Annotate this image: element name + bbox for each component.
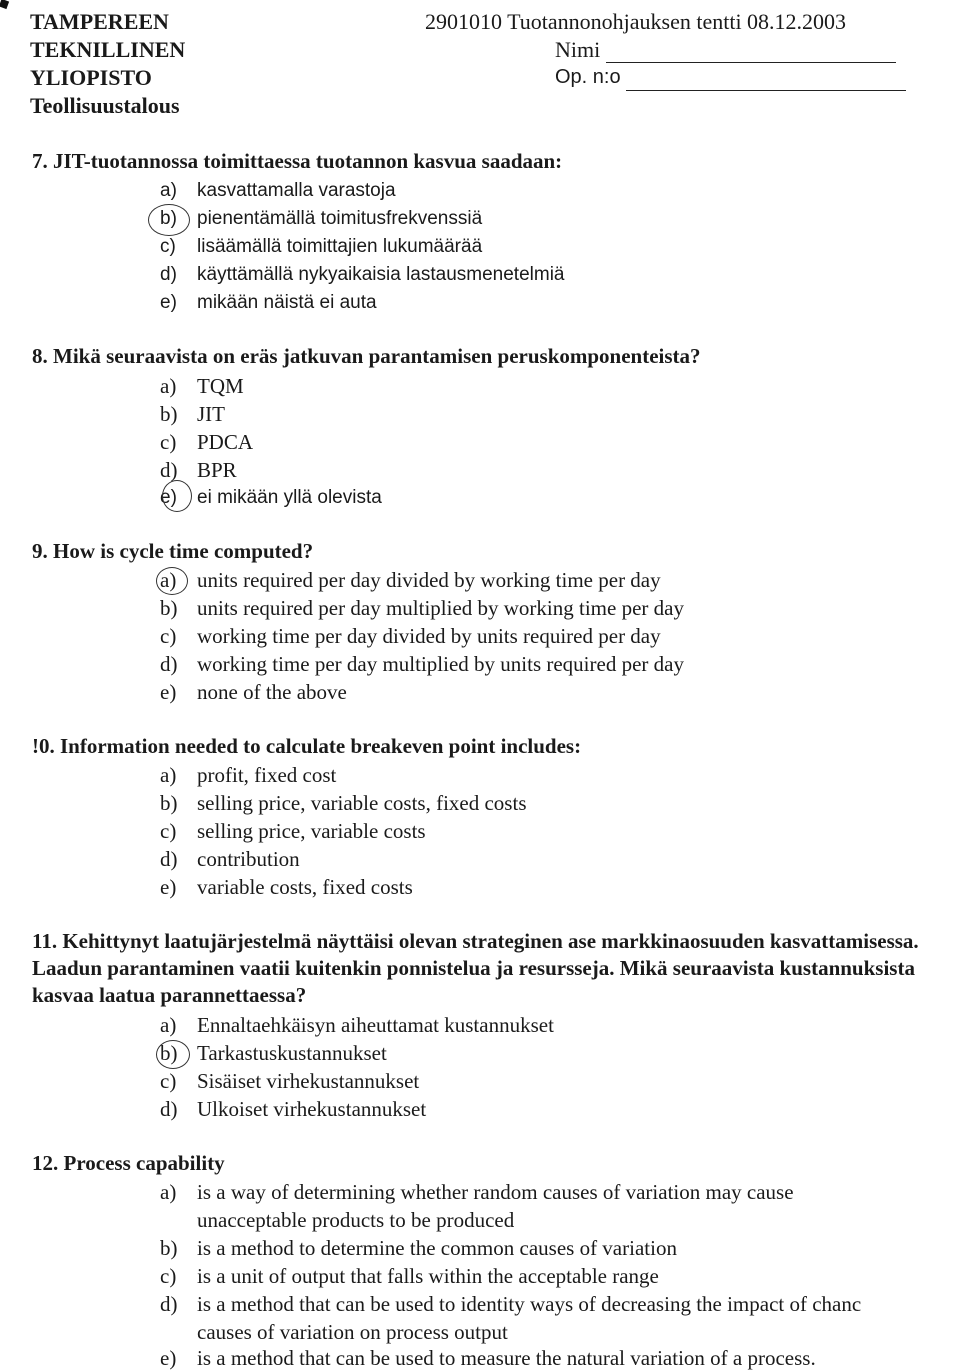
question-8: 8. Mikä seuraavista on eräs jatkuvan parantamisen peruskomponenteista? bbox=[32, 344, 701, 368]
option-letter: b) bbox=[160, 208, 177, 229]
answer-option[interactable] bbox=[160, 289, 377, 317]
answer-option[interactable] bbox=[160, 177, 396, 205]
option-letter: c) bbox=[160, 430, 177, 454]
answer-option[interactable] bbox=[160, 1234, 677, 1262]
answer-option-continuation bbox=[160, 1206, 514, 1234]
handwritten-circle-mark bbox=[162, 480, 192, 512]
option-letter: e) bbox=[160, 487, 177, 508]
name-row bbox=[425, 36, 906, 64]
option-text: causes of variation on process output bbox=[197, 1320, 508, 1344]
question-12: 12. Process capability bbox=[32, 1151, 225, 1175]
answer-option[interactable] bbox=[160, 1344, 816, 1372]
option-letter: d) bbox=[160, 652, 178, 676]
option-letter: b) bbox=[160, 596, 178, 620]
handwritten-circle-mark bbox=[156, 1040, 190, 1069]
option-text: ei mikään yllä olevista bbox=[197, 487, 382, 508]
option-text: working time per day multiplied by units required per day bbox=[197, 652, 684, 676]
option-letter: a) bbox=[160, 374, 177, 398]
option-letter: d) bbox=[160, 1097, 178, 1121]
option-letter: a) bbox=[160, 180, 177, 201]
option-letter: a) bbox=[160, 1013, 177, 1037]
answer-option[interactable] bbox=[160, 1039, 387, 1067]
option-text: variable costs, fixed costs bbox=[197, 875, 413, 899]
answer-option[interactable] bbox=[160, 873, 413, 901]
option-letter: e) bbox=[160, 292, 177, 313]
answer-option[interactable] bbox=[160, 1178, 794, 1206]
option-text: units required per day divided by working time per day bbox=[197, 568, 661, 592]
option-letter: c) bbox=[160, 1069, 177, 1093]
option-letter: d) bbox=[160, 847, 178, 871]
option-letter: d) bbox=[160, 1292, 178, 1316]
option-letter: e) bbox=[160, 680, 177, 704]
answer-option[interactable] bbox=[160, 1011, 554, 1039]
option-text: Tarkastuskustannukset bbox=[197, 1041, 387, 1065]
answer-option[interactable] bbox=[160, 233, 482, 261]
name-field[interactable] bbox=[606, 40, 896, 63]
answer-option[interactable] bbox=[160, 1067, 419, 1095]
option-text: working time per day divided by units required per day bbox=[197, 624, 661, 648]
institution-line: TEKNILLINEN bbox=[30, 37, 186, 62]
option-text: kasvattamalla varastoja bbox=[197, 180, 396, 201]
option-letter: c) bbox=[160, 236, 176, 257]
option-text: TQM bbox=[197, 374, 244, 398]
option-letter: c) bbox=[160, 1264, 177, 1288]
option-letter: e) bbox=[160, 875, 177, 899]
option-text: JIT bbox=[197, 402, 225, 426]
option-letter: e) bbox=[160, 1346, 177, 1370]
option-text: mikään näistä ei auta bbox=[197, 292, 377, 313]
option-letter: a) bbox=[160, 763, 177, 787]
option-text: BPR bbox=[197, 458, 237, 482]
option-text: selling price, variable costs, fixed costs bbox=[197, 791, 527, 815]
option-letter: b) bbox=[160, 1041, 178, 1065]
student-number-field[interactable] bbox=[626, 70, 906, 91]
question-7: 7. JIT-tuotannossa toimittaessa tuotannon kasvua saadaan: bbox=[32, 149, 563, 173]
option-text: selling price, variable costs bbox=[197, 819, 426, 843]
question-9: 9. How is cycle time computed? bbox=[32, 539, 314, 563]
institution-line: YLIOPISTO bbox=[30, 65, 152, 90]
option-letter: b) bbox=[160, 402, 178, 426]
department-line: Teollisuustalous bbox=[30, 93, 180, 118]
option-text: unacceptable products to be produced bbox=[197, 1208, 515, 1232]
answer-option-continuation bbox=[160, 1318, 508, 1346]
option-letter: b) bbox=[160, 791, 178, 815]
option-letter: c) bbox=[160, 819, 177, 843]
student-number-row bbox=[425, 64, 906, 92]
option-text: käyttämällä nykyaikaisia lastausmenetelmiä bbox=[197, 264, 565, 285]
answer-option[interactable] bbox=[160, 1262, 659, 1290]
answer-option[interactable] bbox=[160, 205, 482, 233]
handwritten-circle-mark bbox=[156, 567, 188, 595]
option-text: Sisäiset virhekustannukset bbox=[197, 1069, 420, 1093]
option-text: Ennaltaehkäisyn aiheuttamat kustannukset bbox=[197, 1013, 554, 1037]
answer-option[interactable] bbox=[160, 622, 661, 650]
answer-option[interactable] bbox=[160, 761, 336, 789]
answer-option[interactable] bbox=[160, 372, 244, 400]
option-letter: a) bbox=[160, 1180, 177, 1204]
option-letter: d) bbox=[160, 458, 178, 482]
scan-corner-mark bbox=[0, 0, 9, 9]
answer-option[interactable] bbox=[160, 428, 253, 456]
student-number-label: Op. n:o bbox=[555, 66, 621, 88]
answer-option[interactable] bbox=[160, 484, 382, 512]
option-text: profit, fixed cost bbox=[197, 763, 337, 787]
option-text: lisäämällä toimittajien lukumäärää bbox=[197, 236, 483, 257]
answer-option[interactable] bbox=[160, 817, 426, 845]
option-text: PDCA bbox=[197, 430, 254, 454]
handwritten-circle-mark bbox=[148, 204, 190, 236]
answer-option[interactable] bbox=[160, 650, 684, 678]
name-label: Nimi bbox=[555, 37, 601, 62]
option-text: is a method to determine the common causes of variation bbox=[197, 1236, 677, 1260]
option-text: none of the above bbox=[197, 680, 347, 704]
option-letter: d) bbox=[160, 264, 177, 285]
exam-header bbox=[425, 8, 906, 92]
answer-option[interactable] bbox=[160, 594, 684, 622]
institution-block bbox=[30, 8, 185, 120]
option-text: contribution bbox=[197, 847, 300, 871]
exam-title: 2901010 Tuotannonohjauksen tentti 08.12.2003 bbox=[425, 9, 847, 34]
answer-option[interactable] bbox=[160, 1095, 426, 1123]
answer-option[interactable] bbox=[160, 789, 527, 817]
option-text: units required per day multiplied by working time per day bbox=[197, 596, 684, 620]
option-text: is a method that can be used to identity ways of decreasing the impact of chanc bbox=[197, 1292, 862, 1316]
option-letter: c) bbox=[160, 624, 177, 648]
option-letter: b) bbox=[160, 1236, 178, 1260]
answer-option[interactable] bbox=[160, 400, 225, 428]
option-text: pienentämällä toimitusfrekvenssiä bbox=[197, 208, 483, 229]
answer-option[interactable] bbox=[160, 261, 565, 289]
option-letter: a) bbox=[160, 568, 177, 592]
option-text: is a method that can be used to measure the natural variation of a process. bbox=[197, 1346, 816, 1370]
question-11: 11. Kehittynyt laatujärjestelmä näyttäisi olevan strateginen ase markkinaosuuden kasvattamisessa. Laadun parantaminen vaatii kuitenkin ponnistelua ja resursseja. Mikä seuraavista kustannuksista kasvaa laatua parannettaessa? bbox=[32, 929, 919, 1007]
option-text: is a unit of output that falls within the acceptable range bbox=[197, 1264, 659, 1288]
institution-line: TAMPEREEN bbox=[30, 9, 169, 34]
answer-option[interactable] bbox=[160, 678, 347, 706]
question-10: !0. Information needed to calculate breakeven point includes: bbox=[32, 734, 582, 758]
answer-option[interactable] bbox=[160, 845, 300, 873]
option-text: Ulkoiset virhekustannukset bbox=[197, 1097, 427, 1121]
option-text: is a way of determining whether random causes of variation may cause bbox=[197, 1180, 794, 1204]
answer-option[interactable] bbox=[160, 566, 661, 594]
answer-option[interactable] bbox=[160, 1290, 960, 1318]
